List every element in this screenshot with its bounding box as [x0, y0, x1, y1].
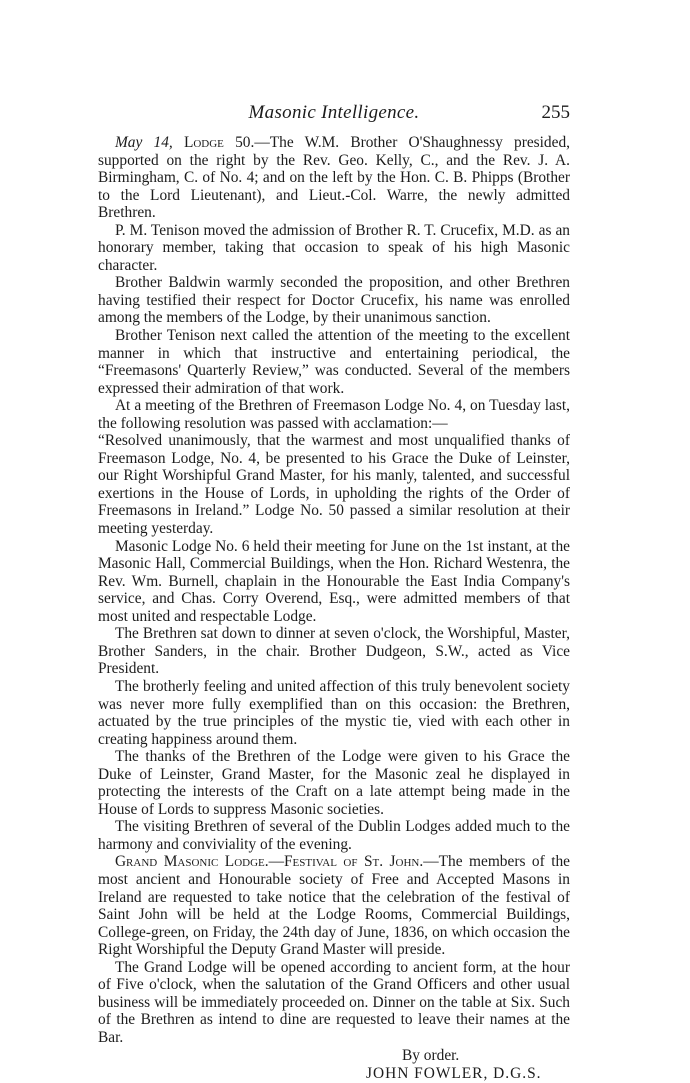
document-page [98, 102, 570, 1083]
paragraph-text: —The members of the most ancient and Honourable society of Free and Accepted Masons in Ireland are requested to take notice that the celebration of the festival of Saint John will be held at the Lodge Rooms, Commercial Buildings, College-green, on Friday, the 24th day of June, 1836, on which occasion the Right Worshipful the Deputy Grand Master will preside. [98, 853, 571, 959]
paragraph-lodge-50 [98, 134, 570, 222]
paragraph: Brother Baldwin warmly seconded the proposition, and other Brethren having testified their respect for Doctor Crucefix, his name was enrolled among the members of the Lodge, by their unanimous sanction. [98, 274, 570, 327]
paragraph-text: .—The W.M. Brother O'Shaughnessy presided, supported on the right by the Rev. Geo. Kelly, C., and the Rev. J. A. Birmingham, C. of No. 4; and on the left by the Hon. C. B. Phipps (Brother to the Lord Lieutenant), and Lieut.-Col. Warre, the newly admitted Brethren. [98, 134, 570, 222]
article-body [98, 134, 570, 1046]
paragraph: At a meeting of the Brethren of Freemason Lodge No. 4, on Tuesday last, the following resolution was passed with acclamation:— [98, 397, 570, 432]
paragraph: Brother Tenison next called the attention of the meeting to the excellent manner in which that instructive and entertaining periodical, the “Freemasons' Quarterly Review,” was conducted. Several of the members expressed their admiration of that work. [98, 327, 570, 397]
lodge-heading: Lodge 50 [183, 134, 251, 151]
festival-heading: Grand Masonic Lodge.—Festival of St. John. [114, 853, 424, 871]
paragraph: The Brethren sat down to dinner at seven o'clock, the Worshipful, Master, Brother Sanders, in the chair. Brother Dudgeon, S.W., acted as Vice President. [98, 625, 570, 678]
paragraph: Masonic Lodge No. 6 held their meeting for June on the 1st instant, at the Masonic Hall, Commercial Buildings, when the Hon. Richard Westenra, the Rev. Wm. Burnell, chaplain in the Honourable the East India Company's service, and Chas. Corry Overend, Esq., were admitted members of that most united and respectable Lodge. [98, 537, 570, 625]
by-order-line: By order. [402, 1047, 460, 1065]
paragraph: The thanks of the Brethren of the Lodge were given to his Grace the Duke of Leinster, Grand Master, for the Masonic zeal he displayed in protecting the interests of the Craft on a late attempt being made in the House of Lords to suppress Masonic societies. [98, 748, 570, 818]
signer-name: JOHN FOWLER, D.G.S. [366, 1065, 542, 1083]
paragraph: The visiting Brethren of several of the Dublin Lodges added much to the harmony and conviviality of the evening. [98, 818, 570, 853]
running-title: Masonic Intelligence. [248, 102, 420, 123]
running-head [98, 102, 570, 128]
entry-date: May 14, [114, 134, 173, 151]
resolution-quote: “Resolved unanimously, that the warmest and most unqualified thanks of Freemason Lodge, No. 4, be presented to his Grace the Duke of Leinster, our Right Worshipful Grand Master, for his manly, talented, and successful exertions in the House of Lords, in upholding the rights of the Order of Freemasons in Ireland.” Lodge No. 50 passed a similar resolution at their meeting yesterday. [98, 432, 570, 538]
paragraph: The brotherly feeling and united affection of this truly benevolent society was never more fully exemplified than on this occasion: the Brethren, actuated by the true principles of the mystic tie, vied with each other in creating happiness around them. [98, 677, 570, 748]
paragraph: P. M. Tenison moved the admission of Brother R. T. Crucefix, M.D. as an honorary member, taking that occasion to speak of his high Masonic character. [98, 221, 570, 274]
paragraph-grand-lodge [98, 853, 570, 958]
page-number: 255 [541, 102, 570, 123]
paragraph: The Grand Lodge will be opened according to ancient form, at the hour of Five o'clock, when the salutation of the Grand Officers and other usual business will be immediately proceeded on. Dinner on the table at Six. Such of the Brethren as intend to dine are requested to leave their names at the Bar. [98, 958, 570, 1046]
